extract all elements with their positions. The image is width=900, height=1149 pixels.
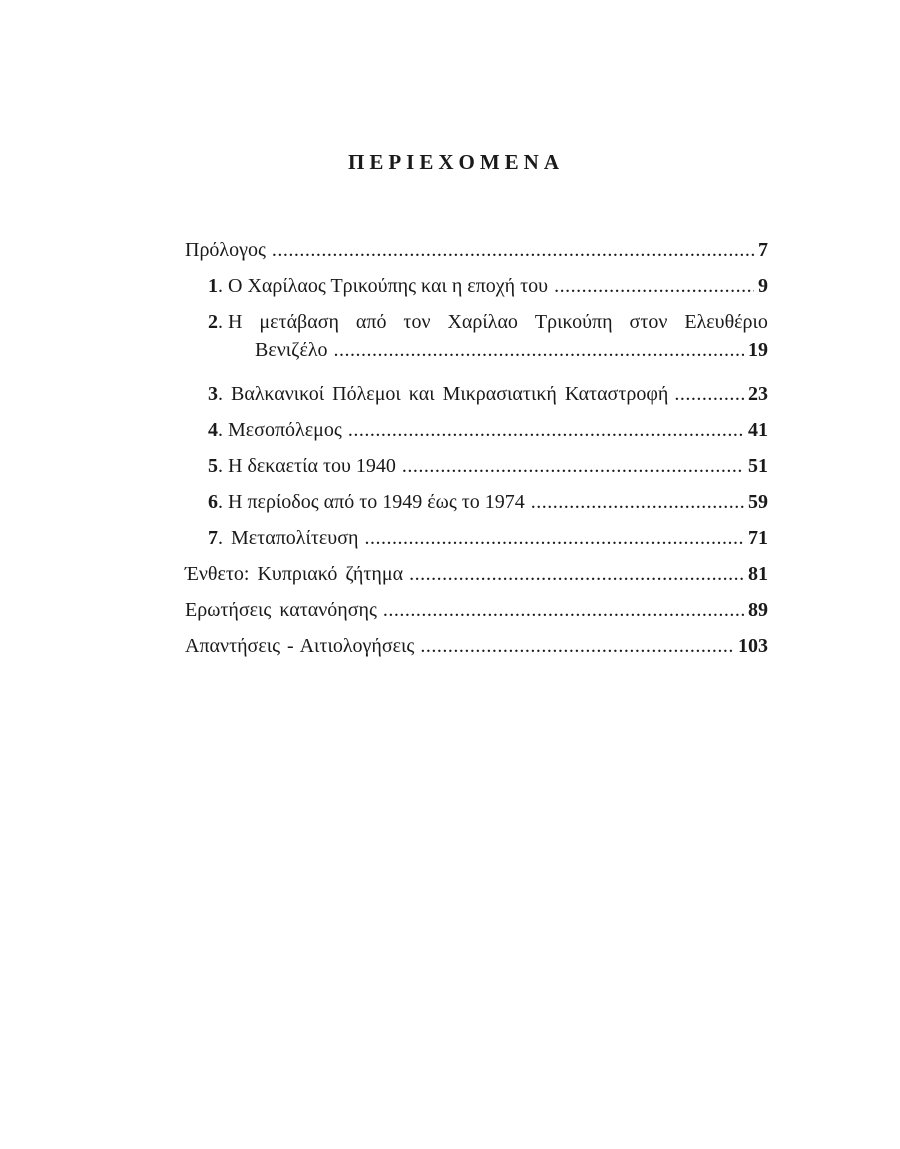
toc-entry-label: Απαντήσεις - Αιτιολογήσεις <box>185 635 415 657</box>
chapter-title-word: Τρικούπη <box>534 311 613 333</box>
toc-entry-chapter-4 <box>185 418 768 454</box>
toc-entry-chapter-5 <box>185 454 768 490</box>
toc-entry-answers <box>185 634 768 670</box>
chapter-number: 6 <box>208 491 218 513</box>
dot-leader <box>348 418 744 442</box>
toc-entry-chapter-1 <box>185 274 768 310</box>
toc-entry-prologue <box>185 238 768 274</box>
toc-entry-label: Πρόλογος <box>185 239 266 261</box>
toc-page-number: 41 <box>748 419 768 441</box>
chapter-number: 5 <box>208 455 218 477</box>
chapter-title-word: τον <box>403 311 431 333</box>
toc-page-number: 89 <box>748 599 768 621</box>
toc-entry-chapter-3 <box>185 382 768 418</box>
toc-page-number: 81 <box>748 563 768 585</box>
toc-entry-insert <box>185 562 768 598</box>
toc-entry-chapter-7 <box>185 526 768 562</box>
chapter-number: 2 <box>208 311 218 333</box>
dot-leader <box>334 338 744 362</box>
chapter-title-word: Χαρίλαο <box>447 311 518 333</box>
toc-entry-label <box>208 454 396 478</box>
chapter-title-line-1 <box>208 310 768 334</box>
dot-leader <box>364 526 744 550</box>
chapter-title-word: από <box>355 311 387 333</box>
dot-leader <box>272 238 754 262</box>
page-title: ΠΕΡΙΕΧΟΜΕΝΑ <box>347 150 564 174</box>
chapter-number: 7 <box>208 527 218 549</box>
chapter-number: 3 <box>208 383 218 405</box>
chapter-title-word: 2. Η <box>208 311 243 333</box>
chapter-title: . Μεταπολίτευση <box>218 527 359 549</box>
dot-leader <box>402 454 744 478</box>
toc-page-number: 7 <box>758 239 768 261</box>
toc-entry-chapter-6 <box>185 490 768 526</box>
chapter-title: . Η περίοδος από το 1949 έως το 1974 <box>218 491 525 513</box>
chapter-number: 1 <box>208 275 218 297</box>
chapter-title-continuation: Βενιζέλο <box>255 339 328 361</box>
toc-page-number: 19 <box>748 339 768 361</box>
toc-entry-label <box>208 382 668 406</box>
toc-page-number: 51 <box>748 455 768 477</box>
chapter-number: 4 <box>208 419 218 441</box>
dot-leader <box>383 598 744 622</box>
toc-entry-label <box>208 526 358 550</box>
chapter-title: . Ο Χαρίλαος Τρικούπης και η εποχή του <box>218 275 549 297</box>
dot-leader <box>420 634 734 658</box>
dot-leader <box>531 490 744 514</box>
table-of-contents <box>185 238 768 670</box>
toc-entry-label <box>208 490 525 514</box>
chapter-title: . Η δεκαετία του 1940 <box>218 455 396 477</box>
chapter-title-word: Ελευθέριο <box>684 311 768 333</box>
dot-leader <box>674 382 744 406</box>
toc-page-number: 59 <box>748 491 768 513</box>
chapter-title-word: στον <box>629 311 668 333</box>
toc-entry-chapter-2 <box>185 310 768 382</box>
chapter-title-word: μετάβαση <box>259 311 339 333</box>
chapter-title-line-2 <box>208 338 768 362</box>
toc-page-number: 103 <box>738 635 768 657</box>
toc-page-number: 23 <box>748 383 768 405</box>
toc-entry-questions <box>185 598 768 634</box>
dot-leader <box>409 562 744 586</box>
toc-page-number: 71 <box>748 527 768 549</box>
toc-entry-label <box>208 418 342 442</box>
toc-page-number: 9 <box>758 275 768 297</box>
chapter-title: . Βαλκανικοί Πόλεμοι και Μικρασιατική Καταστροφή <box>218 383 669 405</box>
toc-entry-label: Ερωτήσεις κατανόησης <box>185 599 377 621</box>
dot-leader <box>554 274 754 298</box>
toc-entry-label <box>208 274 548 298</box>
toc-entry-label: Ένθετο: Κυπριακό ζήτημα <box>185 563 404 585</box>
chapter-title: . Μεσοπόλεμος <box>218 419 342 441</box>
